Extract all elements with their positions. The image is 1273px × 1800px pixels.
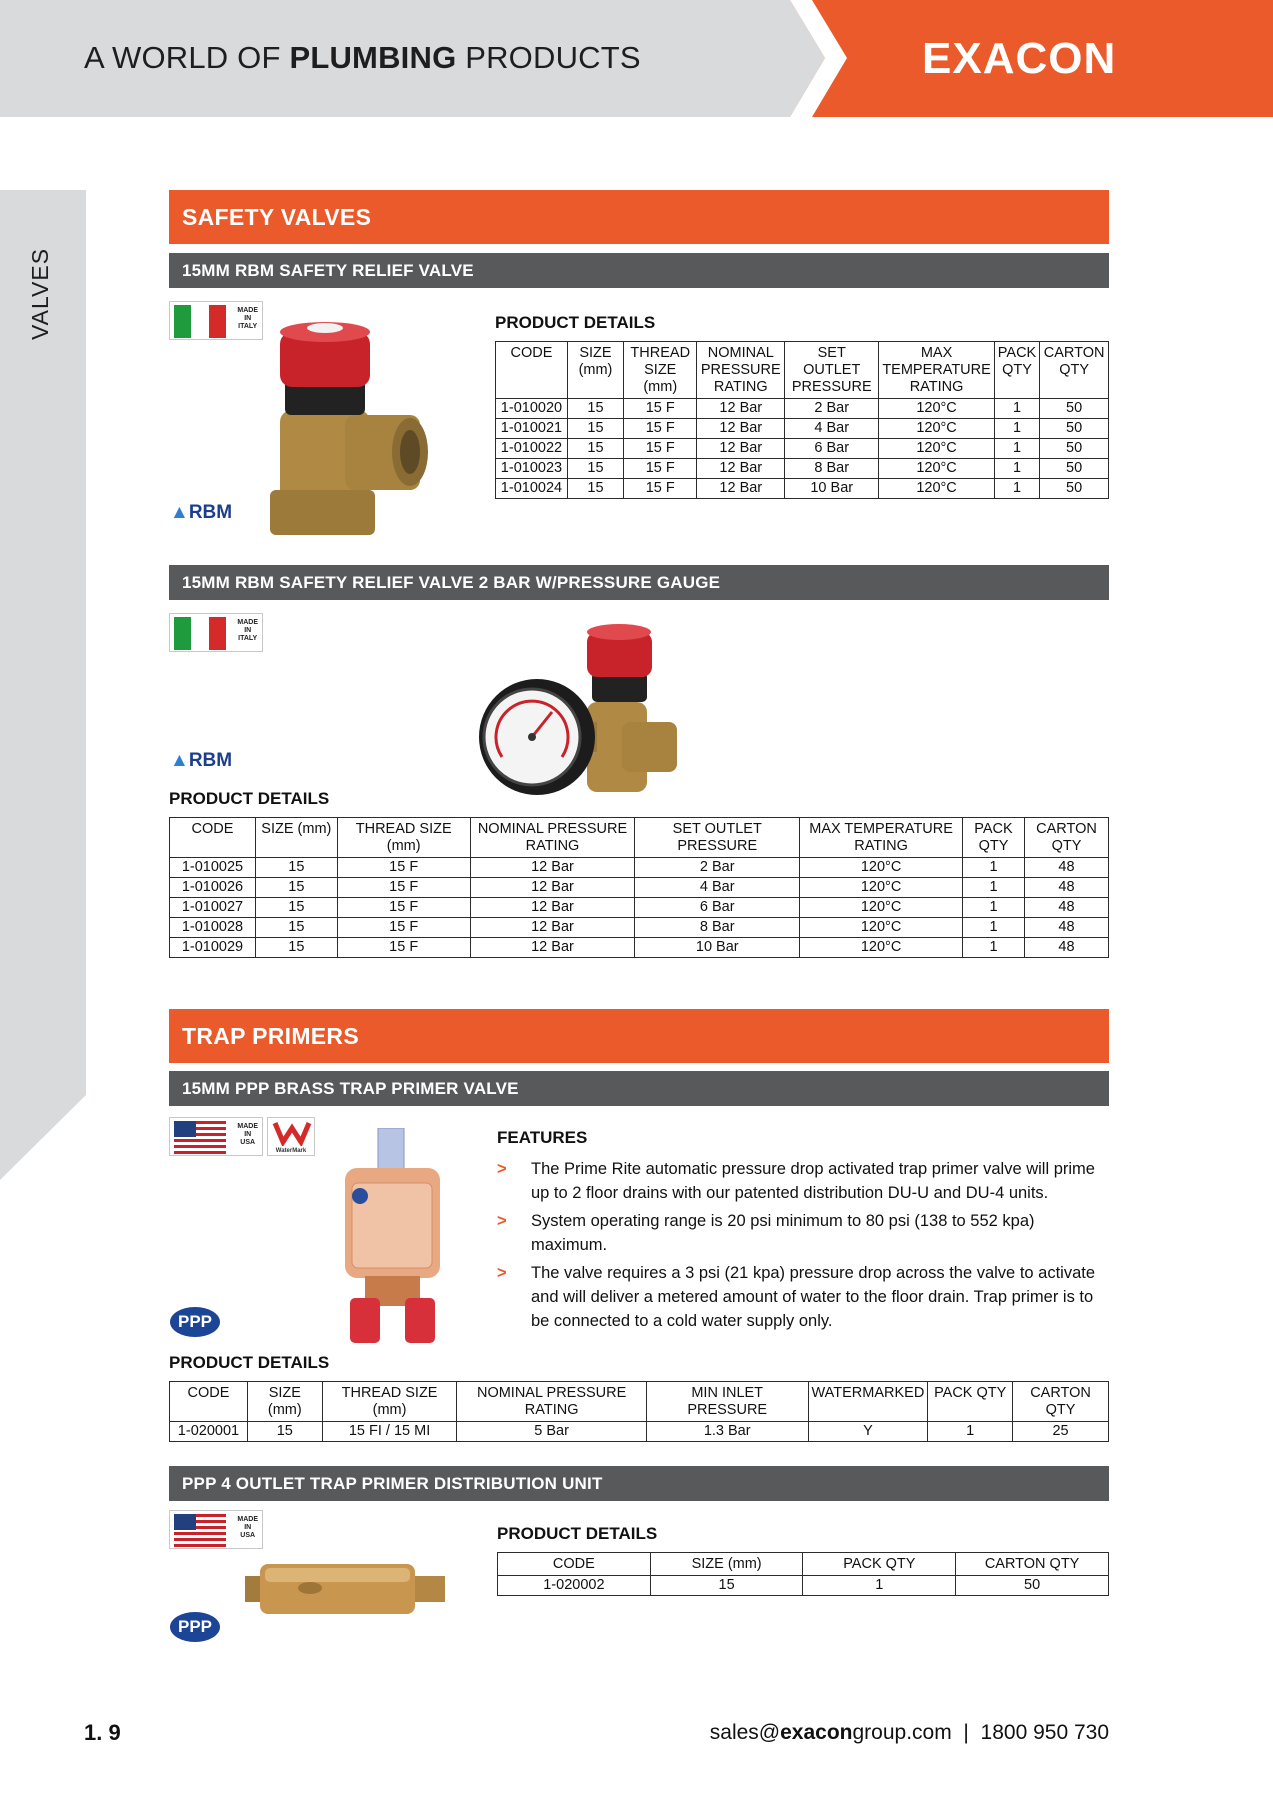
made-in-label: MADE IN ITALY [237, 307, 258, 330]
side-tab-label: VALVES [27, 247, 53, 340]
table-row: 1-010027 15 15 F 12 Bar 6 Bar 120°C 1 48 [170, 898, 1109, 918]
col-header: CODE [496, 342, 568, 399]
table-header-row [498, 1553, 1109, 1576]
col-header: SET OUTLET PRESSURE [635, 818, 800, 858]
col-header: NOMINAL PRESSURE RATING [457, 1382, 647, 1422]
table-row: 1-010023 15 15 F 12 Bar 8 Bar 120°C 1 50 [496, 459, 1109, 479]
watermark-label: WaterMark [275, 1148, 307, 1154]
list-item: > The Prime Rite automatic pressure drop activated trap primer valve will prime up to 2 floor drains with our patented distribution DU-U and DU-4 units. [497, 1157, 1109, 1205]
col-header: MIN INLET PRESSURE [646, 1382, 808, 1422]
safety-relief-valve-image [250, 310, 430, 540]
col-header: THREAD SIZE (mm) [337, 818, 470, 858]
product-table-3 [169, 1381, 1109, 1442]
table-header-row [170, 1382, 1109, 1422]
usa-flag-icon [174, 1121, 226, 1154]
features-label: FEATURES [497, 1128, 588, 1147]
rbm-logo: ▲RBM [170, 750, 233, 771]
section-title-trap-primers: TRAP PRIMERS [169, 1009, 1109, 1063]
email-link[interactable]: sales@exacongroup.com [709, 1721, 952, 1744]
col-header: PACK QTY [803, 1553, 956, 1576]
chevron-right-icon: > [497, 1212, 507, 1230]
col-header: CODE [498, 1553, 651, 1576]
product-table-2 [169, 817, 1109, 958]
product-details-label-4: PRODUCT DETAILS [497, 1524, 658, 1543]
list-item: > System operating range is 20 psi minimum to 80 psi (138 to 552 kpa) maximum. [497, 1209, 1109, 1257]
exacon-logo: EXACON [922, 34, 1117, 83]
col-header: CARTON QTY [1024, 818, 1108, 858]
product-details-label-2: PRODUCT DETAILS [169, 789, 330, 808]
italy-flag-icon [174, 617, 226, 650]
product-table-4 [497, 1552, 1109, 1596]
table-row: 1-010029 15 15 F 12 Bar 10 Bar 120°C 1 48 [170, 938, 1109, 958]
made-in-label: MADE IN USA [237, 1516, 258, 1539]
phone-number[interactable]: 1800 950 730 [980, 1721, 1109, 1744]
list-item: > The valve requires a 3 psi (21 kpa) pressure drop across the valve to activate and will deliver a metered amount of water to the floor drain. Trap primer is to be connected to a cold water supply only. [497, 1261, 1109, 1333]
rbm-triangle-icon: ▲ [170, 502, 189, 523]
italy-flag-icon [174, 305, 226, 338]
col-header: THREAD SIZE (mm) [624, 342, 697, 399]
product-details-label-1: PRODUCT DETAILS [495, 313, 656, 332]
product-details-label-3: PRODUCT DETAILS [169, 1353, 330, 1372]
product-title-3: 15MM PPP BRASS TRAP PRIMER VALVE [169, 1071, 1109, 1106]
features-list [497, 1157, 1109, 1337]
table-row: 1-020001 15 15 FI / 15 MI 5 Bar 1.3 Bar Y 1 25 [170, 1422, 1109, 1442]
table-row: 1-010020 15 15 F 12 Bar 2 Bar 120°C 1 50 [496, 399, 1109, 419]
col-header: MAX TEMPERATURE RATING [879, 342, 994, 399]
col-header: CARTON QTY [1013, 1382, 1109, 1422]
made-in-label: MADE IN ITALY [237, 619, 258, 642]
valve-with-gauge-image [472, 612, 682, 807]
table-header-row [496, 342, 1109, 399]
trap-primer-valve-image [330, 1128, 460, 1353]
col-header: PACK QTY [963, 818, 1025, 858]
watermark-icon [269, 1120, 315, 1146]
col-header: SET OUTLET PRESSURE [785, 342, 879, 399]
chevron-right-icon: > [497, 1160, 507, 1178]
table-row: 1-010026 15 15 F 12 Bar 4 Bar 120°C 1 48 [170, 878, 1109, 898]
ppp-logo: PPP [170, 1612, 220, 1642]
made-in-italy-badge [169, 301, 263, 340]
col-header: SIZE (mm) [255, 818, 337, 858]
watermark-badge [267, 1117, 315, 1156]
col-header: PACK QTY [928, 1382, 1013, 1422]
page-number: 1. 9 [84, 1720, 121, 1745]
chevron-right-icon: > [497, 1264, 507, 1282]
product-title-1: 15MM RBM SAFETY RELIEF VALVE [169, 253, 1109, 288]
page-title: A WORLD OF PLUMBING PRODUCTS [84, 40, 641, 75]
rbm-triangle-icon: ▲ [170, 750, 189, 771]
distribution-unit-image [240, 1558, 455, 1618]
table-row: 1-010028 15 15 F 12 Bar 8 Bar 120°C 1 48 [170, 918, 1109, 938]
table-row: 1-010025 15 15 F 12 Bar 2 Bar 120°C 1 48 [170, 858, 1109, 878]
col-header: SIZE (mm) [650, 1553, 803, 1576]
table-row: 1-020002 15 1 50 [498, 1576, 1109, 1596]
table-row: 1-010021 15 15 F 12 Bar 4 Bar 120°C 1 50 [496, 419, 1109, 439]
col-header: CARTON QTY [956, 1553, 1109, 1576]
col-header: CODE [170, 818, 256, 858]
made-in-usa-badge [169, 1510, 263, 1549]
ppp-logo: PPP [170, 1307, 220, 1337]
product-table-1 [495, 341, 1109, 499]
col-header: SIZE (mm) [567, 342, 623, 399]
made-in-italy-badge [169, 613, 263, 652]
col-header: NOMINAL PRESSURE RATING [470, 818, 635, 858]
table-row: 1-010024 15 15 F 12 Bar 10 Bar 120°C 1 50 [496, 479, 1109, 499]
col-header: PACK QTY [994, 342, 1039, 399]
section-title-safety-valves: SAFETY VALVES [169, 190, 1109, 244]
contact-info [710, 1721, 1109, 1745]
col-header: THREAD SIZE (mm) [322, 1382, 457, 1422]
product-title-2: 15MM RBM SAFETY RELIEF VALVE 2 BAR W/PRESSURE GAUGE [169, 565, 1109, 600]
usa-flag-icon [174, 1514, 226, 1547]
separator: | [963, 1721, 969, 1744]
col-header: NOMINAL PRESSURE RATING [697, 342, 785, 399]
col-header: SIZE (mm) [247, 1382, 322, 1422]
made-in-usa-badge [169, 1117, 263, 1156]
product-title-4: PPP 4 OUTLET TRAP PRIMER DISTRIBUTION UNIT [169, 1466, 1109, 1501]
table-header-row [170, 818, 1109, 858]
col-header: MAX TEMPERATURE RATING [800, 818, 963, 858]
col-header: WATERMARKED [808, 1382, 928, 1422]
rbm-logo: ▲RBM [170, 502, 233, 523]
col-header: CARTON QTY [1040, 342, 1109, 399]
made-in-label: MADE IN USA [237, 1123, 258, 1146]
table-row: 1-010022 15 15 F 12 Bar 6 Bar 120°C 1 50 [496, 439, 1109, 459]
col-header: CODE [170, 1382, 248, 1422]
